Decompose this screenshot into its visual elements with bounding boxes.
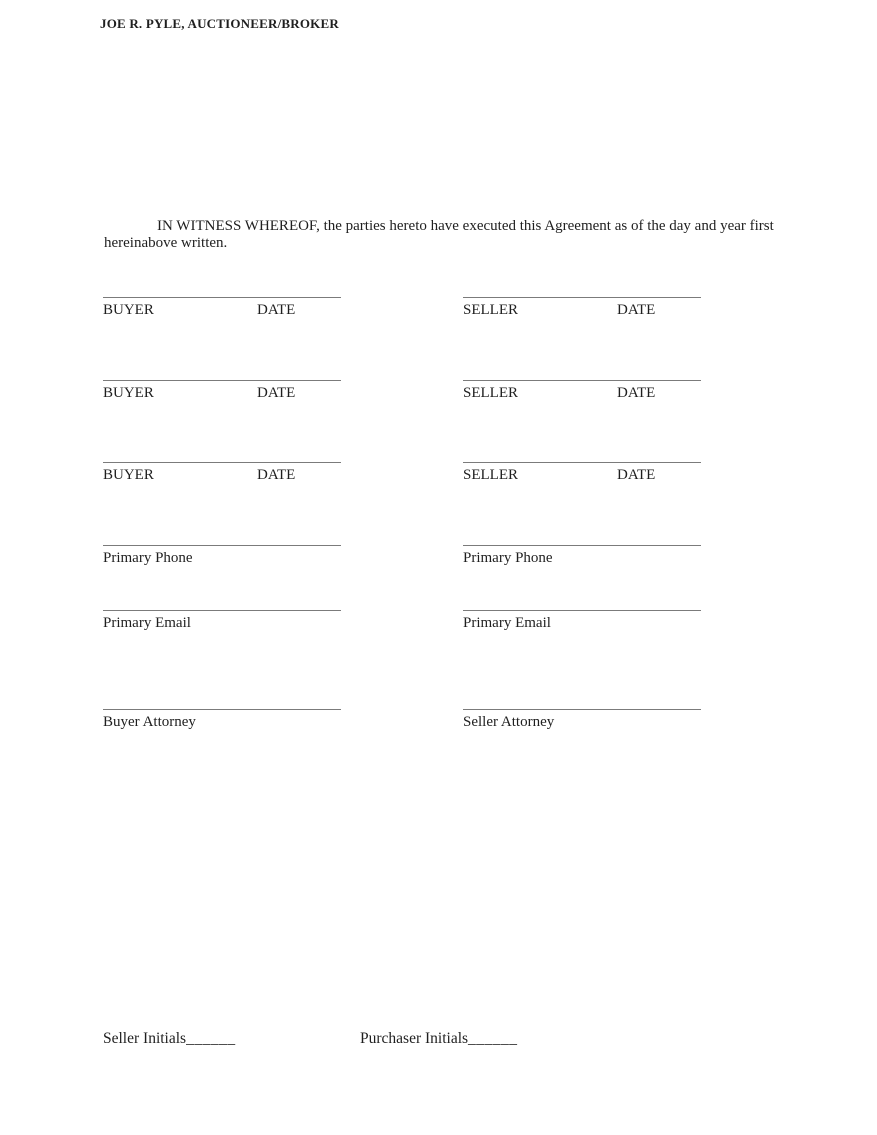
seller-attorney-line — [463, 709, 701, 710]
primary-phone-line — [463, 545, 701, 546]
buyer-label: BUYER — [103, 467, 154, 483]
seller-signature-line — [463, 462, 701, 463]
buyer-signature-line — [103, 297, 341, 298]
seller-label: SELLER — [463, 302, 518, 318]
seller-signature-line — [463, 297, 701, 298]
buyer-primary-email-block — [103, 610, 341, 632]
witness-clause-paragraph: IN WITNESS WHEREOF, the parties hereto have executed this Agreement as of the day and year first hereinabove written. — [104, 218, 774, 251]
buyer-attorney-line — [103, 709, 341, 710]
primary-phone-label: Primary Phone — [103, 550, 193, 566]
buyer-label: BUYER — [103, 302, 154, 318]
date-label: DATE — [617, 302, 656, 318]
seller-initials-group — [103, 1030, 236, 1048]
buyer-attorney-label: Buyer Attorney — [103, 714, 196, 730]
date-label: DATE — [257, 467, 296, 483]
buyer-signature-block-1 — [103, 297, 341, 319]
date-label: DATE — [257, 302, 296, 318]
seller-signature-block-1 — [463, 297, 701, 319]
broker-header: JOE R. PYLE, AUCTIONEER/BROKER — [100, 16, 339, 31]
seller-attorney-block — [463, 709, 701, 731]
purchaser-initials-blank: ______ — [468, 1030, 518, 1047]
buyer-signature-line — [103, 462, 341, 463]
buyer-signature-block-2 — [103, 380, 341, 402]
seller-initials-label: Seller Initials — [103, 1030, 187, 1047]
seller-label: SELLER — [463, 467, 518, 483]
seller-attorney-label: Seller Attorney — [463, 714, 555, 730]
primary-phone-label: Primary Phone — [463, 550, 553, 566]
date-label: DATE — [617, 385, 656, 401]
buyer-primary-phone-block — [103, 545, 341, 567]
buyer-signature-block-3 — [103, 462, 341, 484]
primary-email-label: Primary Email — [103, 615, 191, 631]
primary-email-line — [463, 610, 701, 611]
primary-email-line — [103, 610, 341, 611]
seller-primary-phone-block — [463, 545, 701, 567]
purchaser-initials-group — [360, 1030, 518, 1048]
seller-signature-block-2 — [463, 380, 701, 402]
buyer-attorney-block — [103, 709, 341, 731]
seller-initials-blank: ______ — [186, 1030, 236, 1047]
date-label: DATE — [257, 385, 296, 401]
seller-primary-email-block — [463, 610, 701, 632]
purchaser-initials-label: Purchaser Initials — [360, 1030, 469, 1047]
primary-phone-line — [103, 545, 341, 546]
date-label: DATE — [617, 467, 656, 483]
seller-label: SELLER — [463, 385, 518, 401]
primary-email-label: Primary Email — [463, 615, 551, 631]
buyer-label: BUYER — [103, 385, 154, 401]
buyer-signature-line — [103, 380, 341, 381]
seller-signature-block-3 — [463, 462, 701, 484]
seller-signature-line — [463, 380, 701, 381]
